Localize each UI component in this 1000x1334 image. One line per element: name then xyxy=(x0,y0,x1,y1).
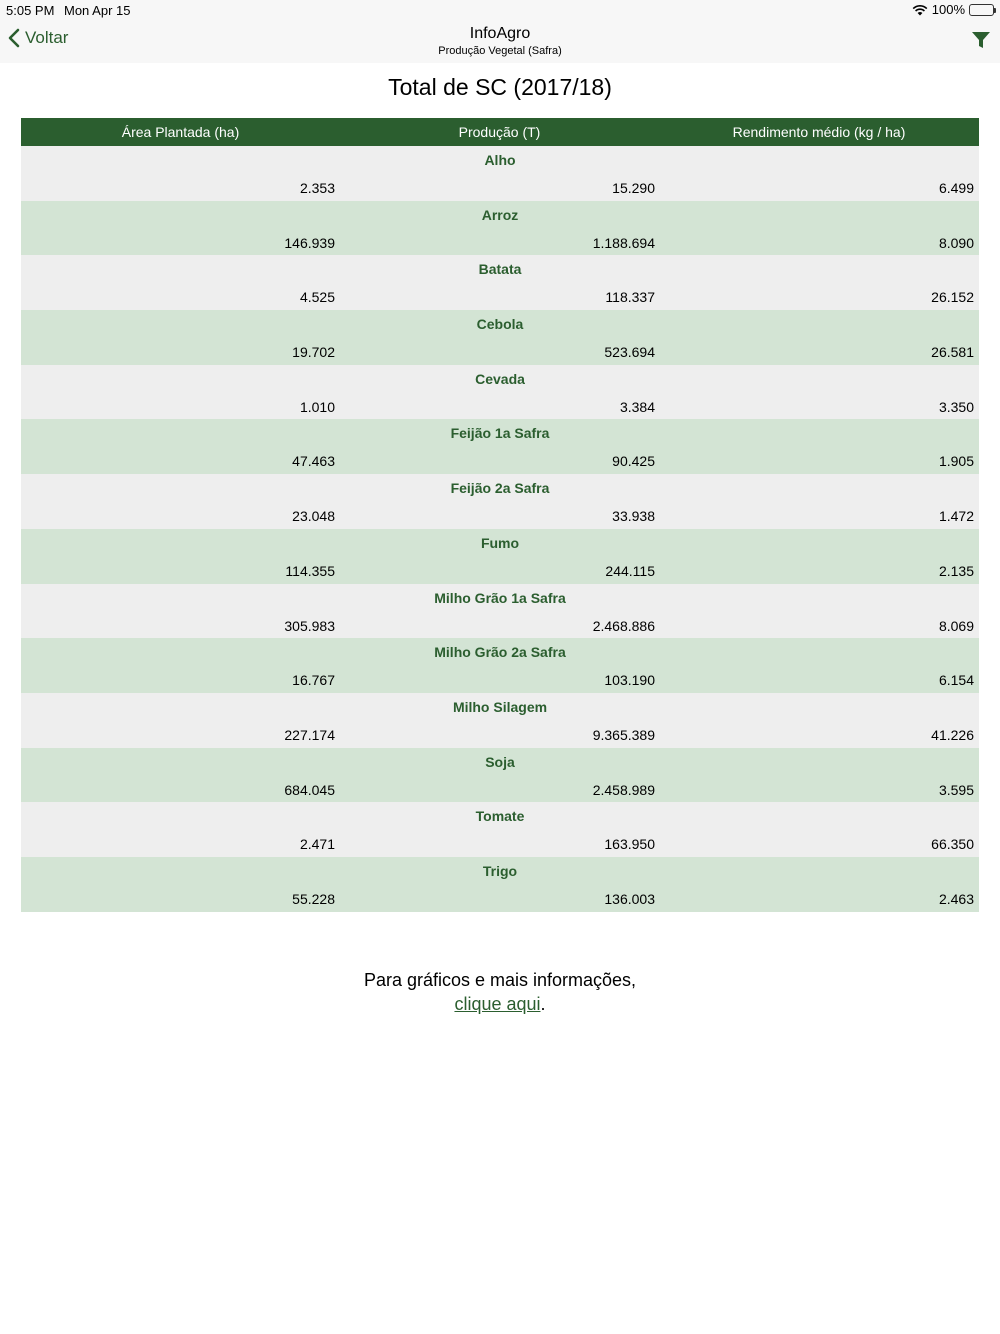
status-date: Mon Apr 15 xyxy=(64,3,131,18)
table-row xyxy=(21,201,979,256)
table-row xyxy=(21,146,979,201)
battery-percent: 100% xyxy=(931,2,965,17)
crop-name: Cebola xyxy=(476,316,524,333)
producao-value: 1.188.694 xyxy=(592,234,655,251)
producao-value: 118.337 xyxy=(605,289,655,306)
rendimento-value: 6.499 xyxy=(938,180,974,196)
filter-button[interactable] xyxy=(972,32,990,54)
producao-value: 103.190 xyxy=(604,672,655,689)
footer-info xyxy=(0,968,1000,1016)
crop-name: Arroz xyxy=(481,206,519,223)
crop-name: Feijão 2a Safra xyxy=(450,480,550,497)
crop-name: Feijão 1a Safra xyxy=(450,425,550,442)
row-values xyxy=(21,235,979,251)
row-values xyxy=(21,727,979,743)
rendimento-value: 1.905 xyxy=(938,453,974,470)
header-area: Área Plantada (ha) xyxy=(121,124,240,140)
area-value: 227.174 xyxy=(284,726,335,743)
rendimento-value: 8.069 xyxy=(938,617,974,634)
rendimento-value: 3.595 xyxy=(938,781,974,798)
rendimento-value: 26.581 xyxy=(931,344,974,361)
crop-name: Soja xyxy=(485,753,515,770)
area-value: 23.048 xyxy=(292,508,335,525)
table-row xyxy=(21,474,979,529)
producao-value: 2.468.886 xyxy=(592,617,655,634)
status-indicators xyxy=(912,2,994,17)
crop-name: Tomate xyxy=(475,808,525,825)
table-row xyxy=(21,638,979,693)
row-values xyxy=(21,836,979,852)
footer-link-line xyxy=(0,992,1000,1016)
area-value: 114.355 xyxy=(285,562,335,579)
back-label: Voltar xyxy=(25,28,69,47)
crop-name: Milho Silagem xyxy=(452,698,548,715)
table-header xyxy=(21,118,979,146)
row-values xyxy=(21,180,979,196)
table-row xyxy=(21,802,979,857)
rendimento-value: 1.472 xyxy=(938,508,974,525)
rendimento-value: 2.463 xyxy=(938,890,974,907)
header-producao: Produção (T) xyxy=(458,124,541,140)
row-values xyxy=(21,344,979,360)
crop-name: Trigo xyxy=(482,862,518,879)
row-values xyxy=(21,453,979,469)
area-value: 16.767 xyxy=(292,672,335,689)
row-values xyxy=(21,782,979,798)
producao-value: 2.458.989 xyxy=(592,781,655,798)
table-row xyxy=(21,529,979,584)
table-row xyxy=(21,310,979,365)
producao-value: 3.384 xyxy=(619,398,655,415)
area-value: 305.983 xyxy=(284,617,335,634)
header-rendimento: Rendimento médio (kg / ha) xyxy=(732,124,906,140)
area-value: 19.702 xyxy=(292,344,335,361)
row-values xyxy=(21,618,979,634)
rendimento-value: 41.226 xyxy=(931,726,974,743)
area-value: 47.463 xyxy=(292,453,335,470)
table-body xyxy=(21,146,979,912)
row-values xyxy=(21,289,979,305)
area-value: 55.228 xyxy=(292,890,335,907)
app-title: InfoAgro xyxy=(469,25,531,42)
wifi-icon xyxy=(912,4,928,16)
navigation-bar xyxy=(0,20,1000,63)
more-info-link[interactable]: clique aqui xyxy=(454,994,541,1014)
row-values xyxy=(21,399,979,415)
page-title: Total de SC (2017/18) xyxy=(388,74,612,100)
crop-name: Fumo xyxy=(480,534,520,551)
footer-suffix: . xyxy=(540,994,546,1014)
footer-text: Para gráficos e mais informações, xyxy=(363,970,637,990)
producao-value: 523.694 xyxy=(604,344,655,361)
status-bar xyxy=(0,0,1000,20)
producao-value: 244.115 xyxy=(605,562,655,579)
rendimento-value: 3.350 xyxy=(938,398,974,415)
rendimento-value: 6.154 xyxy=(938,672,974,689)
crop-name: Alho xyxy=(484,152,516,168)
table-row xyxy=(21,365,979,420)
producao-value: 15.290 xyxy=(612,180,655,196)
filter-icon xyxy=(972,32,990,49)
rendimento-value: 8.090 xyxy=(938,234,974,251)
producao-value: 136.003 xyxy=(604,890,655,907)
status-time: 5:05 PM xyxy=(6,3,55,18)
crop-name: Milho Grão 2a Safra xyxy=(434,644,566,661)
data-table xyxy=(21,118,979,912)
table-row xyxy=(21,748,979,803)
crop-name: Batata xyxy=(478,261,522,278)
table-row xyxy=(21,584,979,639)
battery-icon xyxy=(969,4,994,16)
area-value: 1.010 xyxy=(299,398,335,415)
rendimento-value: 2.135 xyxy=(938,562,974,579)
row-values xyxy=(21,672,979,688)
producao-value: 90.425 xyxy=(612,453,655,470)
rendimento-value: 66.350 xyxy=(931,836,974,853)
table-row xyxy=(21,419,979,474)
rendimento-value: 26.152 xyxy=(931,289,974,306)
table-row xyxy=(21,693,979,748)
table-row xyxy=(21,255,979,310)
area-value: 684.045 xyxy=(284,781,335,798)
area-value: 146.939 xyxy=(284,234,335,251)
area-value: 2.471 xyxy=(299,836,335,853)
crop-name: Cevada xyxy=(475,370,525,387)
crop-name: Milho Grão 1a Safra xyxy=(434,589,566,606)
producao-value: 33.938 xyxy=(612,508,655,525)
producao-value: 9.365.389 xyxy=(592,726,655,743)
row-values xyxy=(21,563,979,579)
row-values xyxy=(21,891,979,907)
row-values xyxy=(21,508,979,524)
app-subtitle: Produção Vegetal (Safra) xyxy=(438,45,562,57)
table-row xyxy=(21,857,979,912)
area-value: 2.353 xyxy=(299,180,335,196)
producao-value: 163.950 xyxy=(604,836,655,853)
area-value: 4.525 xyxy=(299,289,335,306)
